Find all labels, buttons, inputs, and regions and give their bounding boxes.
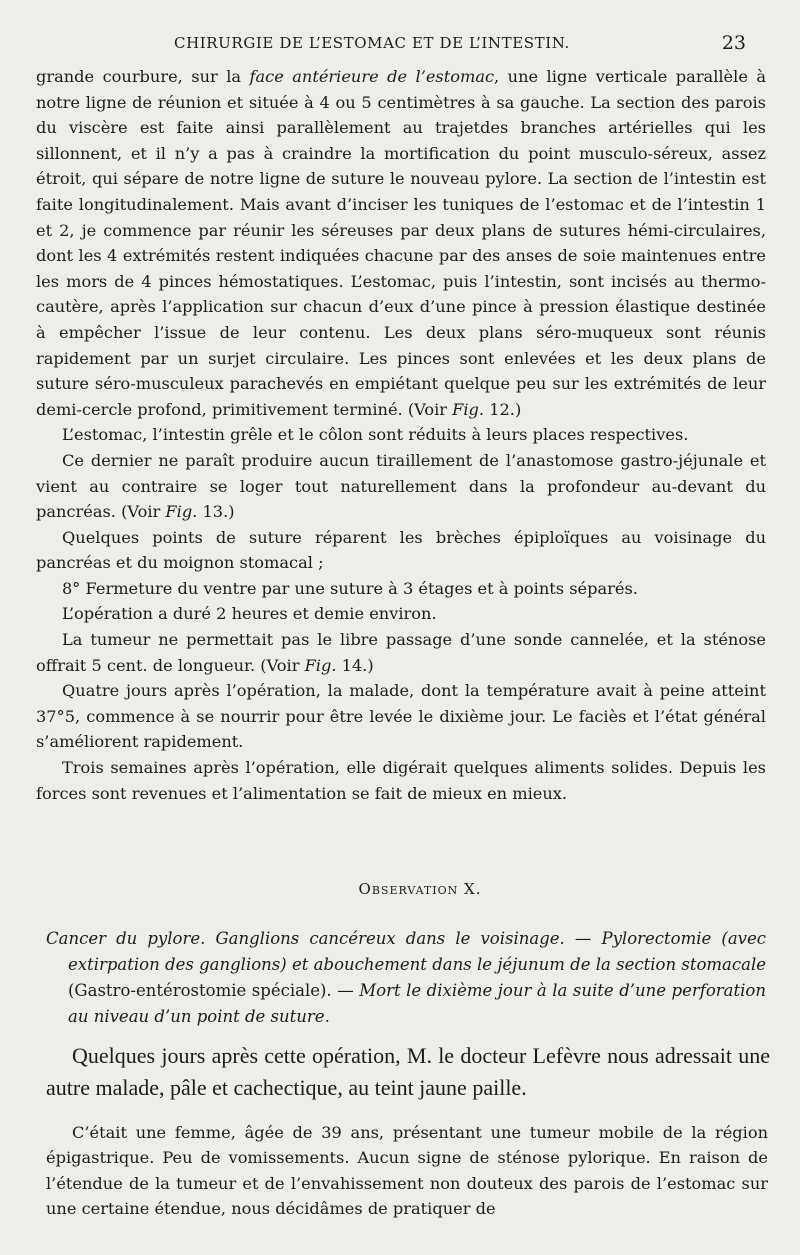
paragraph-suture-technique: grande courbure, sur la face antérieure de l’estomac, une ligne verticale parallèle à notre ligne de réunion et située à 4 ou 5 centimètres à sa gauche. La section des parois du viscère est faite ainsi parallèlement au trajetdes branches artérielles qui les sillonnent, et il n’y a pas à craindre la mortification du point musculo-séreux, assez étroit, qui sépare de notre ligne de suture le nouveau pylore. La section de l’intestin est faite longitudinalement. Mais avant d’inciser les tuniques de l’estomac et de l’intestin 1 et 2, je commence par réunir les séreuses par deux plans de sutures hémi-circulaires, dont les 4 extrémités restent indiquées chacune par des anses de soie maintenues entre les mors de 4 pinces hémostatiques. L’estomac, puis l’intestin, sont incisés au thermo-cautère, après l’application sur chacun d’eux d’une pince à pression élastique destinée à empêcher l’issue de leur contenu. Les deux plans séro-muqueux sont réunis rapidement par un surjet circulaire. Les pinces sont enlevées et les deux plans de suture séro-musculeux parachevés en empiétant quelque peu sur les extrémités de leur demi-cercle profond, primitivement terminé. (Voir Fig. 12.) [36,67,767,419]
paragraph-epiploic: Quelques points de suture réparent les brèches épiploïques au voisinage du pancréas et du moignon stomacal ; [36,527,766,573]
paragraph-recovery: Quatre jours après l’opération, la malade, dont la température avait à peine atteint 37°5, commence à se nourrir pour être levée le dixième jour. Le faciès et l’état général s’améliorent rapidement. [36,681,766,752]
figure-ref: Fig. [452,399,485,419]
observation-summary: Cancer du pylore. Ganglions cancéreux dans le voisinage. — Pylorectomie (avec extirpation des ganglions) et abouchement dans le jéjunum de la section stomacale (Gastro-entérostomie spéciale). — Mort le dixième jour à la suite d’une perforation au niveau d’un point de suture. [46,929,766,1026]
paragraph-three-weeks: Trois semaines après l’opération, elle digérait quelques aliments solides. Depuis les forces sont revenues et l’alimentation se fait de mieux en mieux. [36,758,766,803]
paragraph-anastomose: Ce dernier ne paraît produire aucun tiraillement de l’anastomose gastro-jéjunale et vient au contraire se loger tout naturellement dans la profondeur au-devant du pancréas. (Voir Fig. 13.) [36,450,766,522]
figure-ref: Fig. [165,502,198,522]
paragraph-duration: L’opération a duré 2 heures et demie environ. [62,604,437,624]
main-text [36,64,766,806]
observation-heading: Observation X. [358,880,482,898]
page-header [0,32,800,58]
final-paragraph: C’était une femme, âgée de 39 ans, présentant une tumeur mobile de la région épigastrique. Peu de vomissements. Aucun signe de sténose pylorique. En raison de l’étendue de la tumeur et de l’envahissement non douteux des parois de l’estomac sur une certaine étendue, nous décidâmes de pratiquer de [46,1123,768,1219]
italic-phrase: face antérieure de l’estomac [249,67,495,86]
figure-ref: Fig. [304,655,337,675]
paragraph-closure: 8° Fermeture du ventre par une suture à 3 étages et à points séparés. [62,578,638,598]
running-title: CHIRURGIE DE L’ESTOMAC ET DE L’INTESTIN. [174,34,570,52]
page-number: 23 [721,32,746,54]
large-paragraph: Quelques jours après cette opération, M. le docteur Lefèvre nous adressait une autre malade, pâle et cachectique, au teint jaune paille. [46,1043,770,1100]
paragraph-reduction: L’estomac, l’intestin grêle et le côlon sont réduits à leurs places respectives. [62,425,689,445]
paragraph-tumor: La tumeur ne permettait pas le libre passage d’une sonde cannelée, et la sténose offrait 5 cent. de longueur. (Voir Fig. 14.) [36,630,766,675]
